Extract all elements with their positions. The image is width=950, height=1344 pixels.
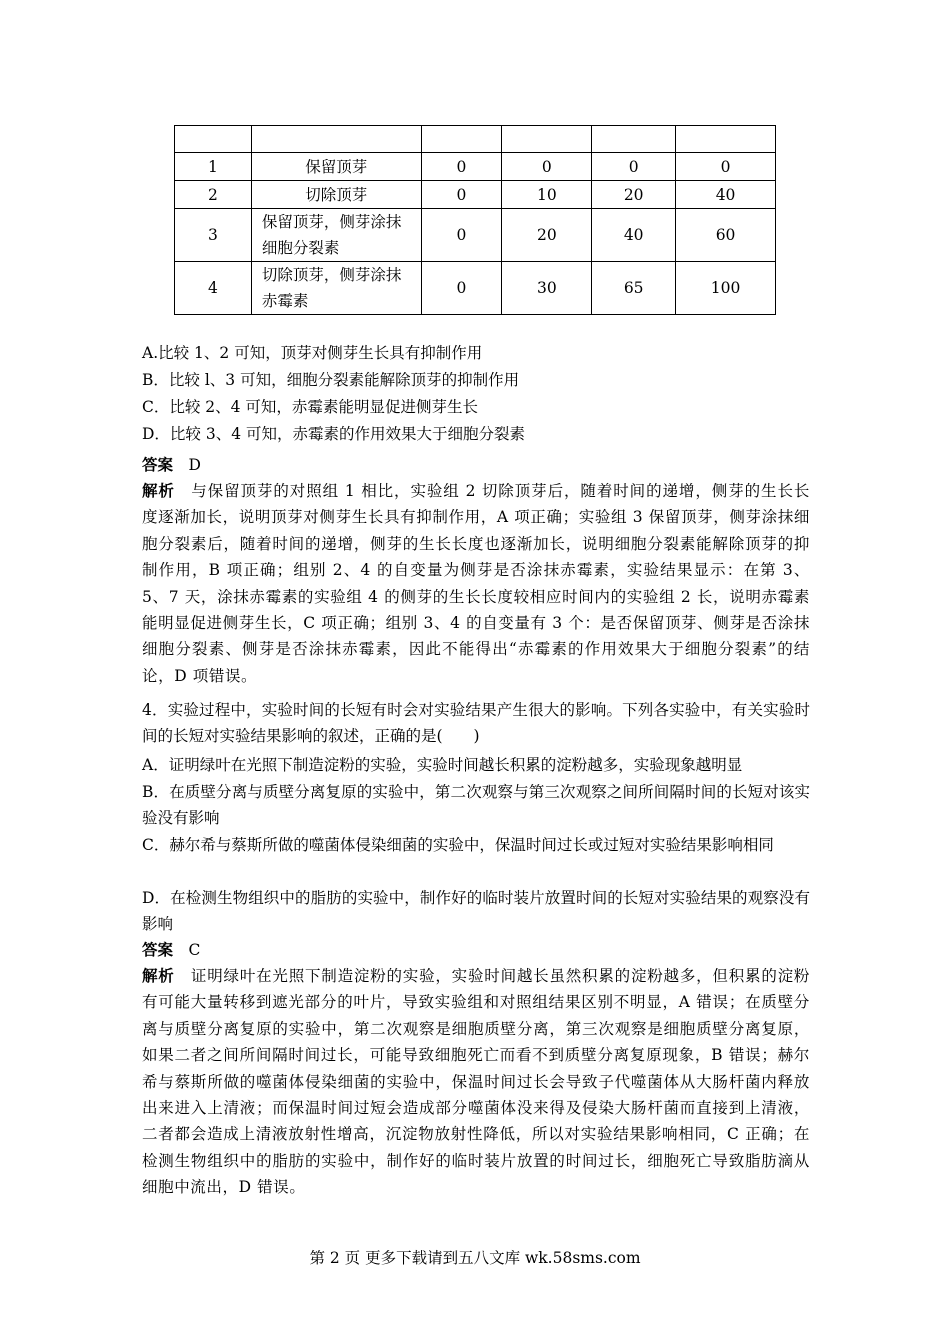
q3-answer xyxy=(142,451,810,479)
analysis-text: 与保留顶芽的对照组 1 相比，实验组 2 切除顶芽后，随着时间的递增，侧芽的生长长度逐渐加长，说明顶芽对侧芽生长具有抑制作用，A 项正确；实验组 3 保留顶芽，侧芽涂抹细胞分裂素后，随着时间的递增，侧芽的生长长度也逐渐加长，说明细胞分裂素能解除顶芽的抑制作用，B 项正确；组别 2、4 的自变量为侧芽是否涂抹赤霉素，实验结果显示：在第 3、5、7 天，涂抹赤霉素的实验组 4 的侧芽的生长长度较相应时间内的实验组 2 长，说明赤霉素能明显促进侧芽生长，C 项正确；组别 3、4 的自变量有 3 个：是否保留顶芽、侧芽是否涂抹细胞分裂素、侧芽是否涂抹赤霉素，因此不能得出“赤霉素的作用效果大于细胞分裂素”的结论，D 项错误。 xyxy=(142,482,810,685)
group-id: 3 xyxy=(175,209,252,262)
q3-option-a: A.比较 1、2 可知，顶芽对侧芽生长具有抑制作用 xyxy=(142,344,483,362)
q4-analysis xyxy=(142,963,810,1201)
group-id: 4 xyxy=(175,262,252,315)
q4-answer xyxy=(142,936,810,964)
page-footer: 第 2 页 更多下载请到五八文库 wk.58sms.com xyxy=(309,1249,641,1267)
q4-option-c: C．赫尔希与蔡斯所做的噬菌体侵染细菌的实验中，保温时间过长或过短对实验结果影响相同 xyxy=(142,836,774,854)
table-cell: 20 xyxy=(592,181,676,209)
experiment-table xyxy=(174,125,776,315)
table-cell: 0 xyxy=(502,153,592,181)
group-condition: 保留顶芽，侧芽涂抹细胞分裂素 xyxy=(251,209,421,262)
table-header-row xyxy=(175,126,776,153)
table-cell: 0 xyxy=(421,209,502,262)
table-cell: 60 xyxy=(676,209,776,262)
analysis-text: 证明绿叶在光照下制造淀粉的实验，实验时间越长虽然积累的淀粉越多，但积累的淀粉有可能大量转移到遮光部分的叶片，导致实验组和对照组结果区别不明显，A 错误；在质壁分离与质壁分离复原的实验中，第二次观察是细胞质壁分离，第三次观察是细胞质壁分离复原，如果二者之间所间隔时间过长，可能导致细胞死亡而看不到质壁分离复原现象，B 错误；赫尔希与蔡斯所做的噬菌体侵染细菌的实验中，保温时间过长会导致子代噬菌体从大肠杆菌内释放出来进入上清液；而保温时间过短会造成部分噬菌体没来得及侵染大肠杆菌而直接到上清液，二者都会造成上清液放射性增高，沉淀物放射性降低，所以对实验结果影响相同，C 正确；在检测生物组织中的脂肪的实验中，制作好的临时装片放置的时间过长，细胞死亡导致脂肪滴从细胞中流出，D 错误。 xyxy=(142,967,811,1197)
table-cell: 30 xyxy=(502,262,592,315)
analysis-label: 解析 xyxy=(142,481,175,500)
table-cell: 0 xyxy=(676,153,776,181)
answer-label: 答案 xyxy=(142,455,174,474)
table-row xyxy=(175,209,776,262)
answer-value: C xyxy=(188,941,201,959)
answer-value: D xyxy=(188,456,201,474)
table-cell: 100 xyxy=(676,262,776,315)
group-condition: 切除顶芽 xyxy=(251,181,421,209)
q4-option-b: B．在质壁分离与质壁分离复原的实验中，第二次观察与第三次观察之间所间隔时间的长短对该实验没有影响 xyxy=(142,783,810,828)
table-cell: 0 xyxy=(421,262,502,315)
table-cell: 0 xyxy=(421,181,502,209)
q3-analysis xyxy=(142,478,810,689)
group-id: 2 xyxy=(175,181,252,209)
q3-option-d: D．比较 3、4 可知，赤霉素的作用效果大于细胞分裂素 xyxy=(142,425,526,443)
analysis-label: 解析 xyxy=(142,966,175,985)
q4-stem: 4．实验过程中，实验时间的长短有时会对实验结果产生很大的影响。下列各实验中，有关实验时间的长短对实验结果影响的叙述，正确的是( ) xyxy=(142,701,810,746)
table-cell: 20 xyxy=(502,209,592,262)
table-cell: 0 xyxy=(592,153,676,181)
group-condition: 保留顶芽 xyxy=(251,153,421,181)
table-cell: 0 xyxy=(421,153,502,181)
table-cell: 10 xyxy=(502,181,592,209)
table-row xyxy=(175,181,776,209)
group-condition: 切除顶芽，侧芽涂抹赤霉素 xyxy=(251,262,421,315)
q4-option-a: A．证明绿叶在光照下制造淀粉的实验，实验时间越长积累的淀粉越多，实验现象越明显 xyxy=(142,756,743,774)
q4-option-d: D．在检测生物组织中的脂肪的实验中，制作好的临时装片放置时间的长短对实验结果的观察没有影响 xyxy=(142,889,810,934)
q3-option-b: B．比较 l、3 可知，细胞分裂素能解除顶芽的抑制作用 xyxy=(142,371,520,389)
q3-option-c: C．比较 2、4 可知，赤霉素能明显促进侧芽生长 xyxy=(142,398,478,416)
group-id: 1 xyxy=(175,153,252,181)
table-cell: 40 xyxy=(676,181,776,209)
answer-label: 答案 xyxy=(142,940,174,959)
table-row xyxy=(175,262,776,315)
table-cell: 40 xyxy=(592,209,676,262)
table-cell: 65 xyxy=(592,262,676,315)
table-row xyxy=(175,153,776,181)
